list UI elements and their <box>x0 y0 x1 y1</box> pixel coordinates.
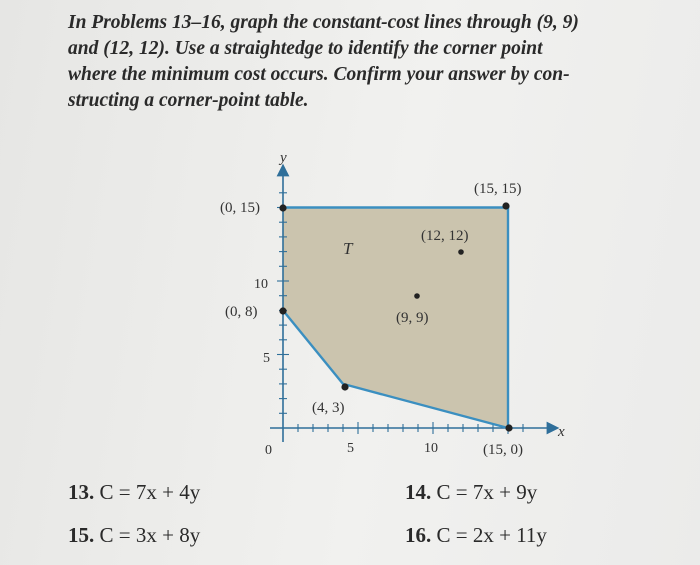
problem-16 <box>405 523 547 548</box>
test-point-9-9 <box>414 293 420 299</box>
corner-label-15-0: (15, 0) <box>483 442 523 458</box>
corner-point-0-8 <box>279 307 286 314</box>
y-tick-label-10: 10 <box>254 277 268 292</box>
corner-point-15-0 <box>505 424 512 431</box>
cost-equation: C = 7x + 4y <box>99 480 201 504</box>
problem-14 <box>405 480 537 505</box>
corner-point-4-3 <box>341 383 348 390</box>
problem-13 <box>68 480 200 505</box>
region-label: T <box>343 239 353 258</box>
instruction-line: and (12, 12). Use a straightedge to identify the corner point <box>68 38 543 59</box>
y-tick-label-5: 5 <box>263 351 270 366</box>
problem-number: 16. <box>405 523 432 547</box>
corner-label-4-3: (4, 3) <box>312 400 345 416</box>
origin-label: 0 <box>265 443 272 458</box>
problem-number: 13. <box>68 480 95 504</box>
cost-equation: C = 2x + 11y <box>436 523 547 547</box>
test-point-12-12 <box>458 249 464 255</box>
corner-label-15-15: (15, 15) <box>474 181 522 197</box>
problem-15 <box>68 523 200 548</box>
test-point-label-9-9: (9, 9) <box>396 310 429 326</box>
problem-number: 15. <box>68 523 95 547</box>
instruction-line: structing a corner-point table. <box>68 90 309 111</box>
instruction-line: where the minimum cost occurs. Confirm your answer by con- <box>68 64 570 85</box>
corner-point-0-15 <box>279 204 286 211</box>
corner-label-0-15: (0, 15) <box>220 200 260 216</box>
x-axis-label: x <box>558 424 565 440</box>
corner-point-15-15 <box>502 202 509 209</box>
test-point-label-12-12: (12, 12) <box>421 228 469 244</box>
cost-equation: C = 3x + 8y <box>99 523 201 547</box>
x-tick-label-5: 5 <box>347 441 354 456</box>
corner-label-0-8: (0, 8) <box>225 304 258 320</box>
y-axis-label: y <box>280 150 287 166</box>
x-tick-label-10: 10 <box>424 441 438 456</box>
cost-equation: C = 7x + 9y <box>436 480 538 504</box>
instruction-line: In Problems 13–16, graph the constant-cost lines through (9, 9) <box>68 12 579 33</box>
problem-number: 14. <box>405 480 432 504</box>
